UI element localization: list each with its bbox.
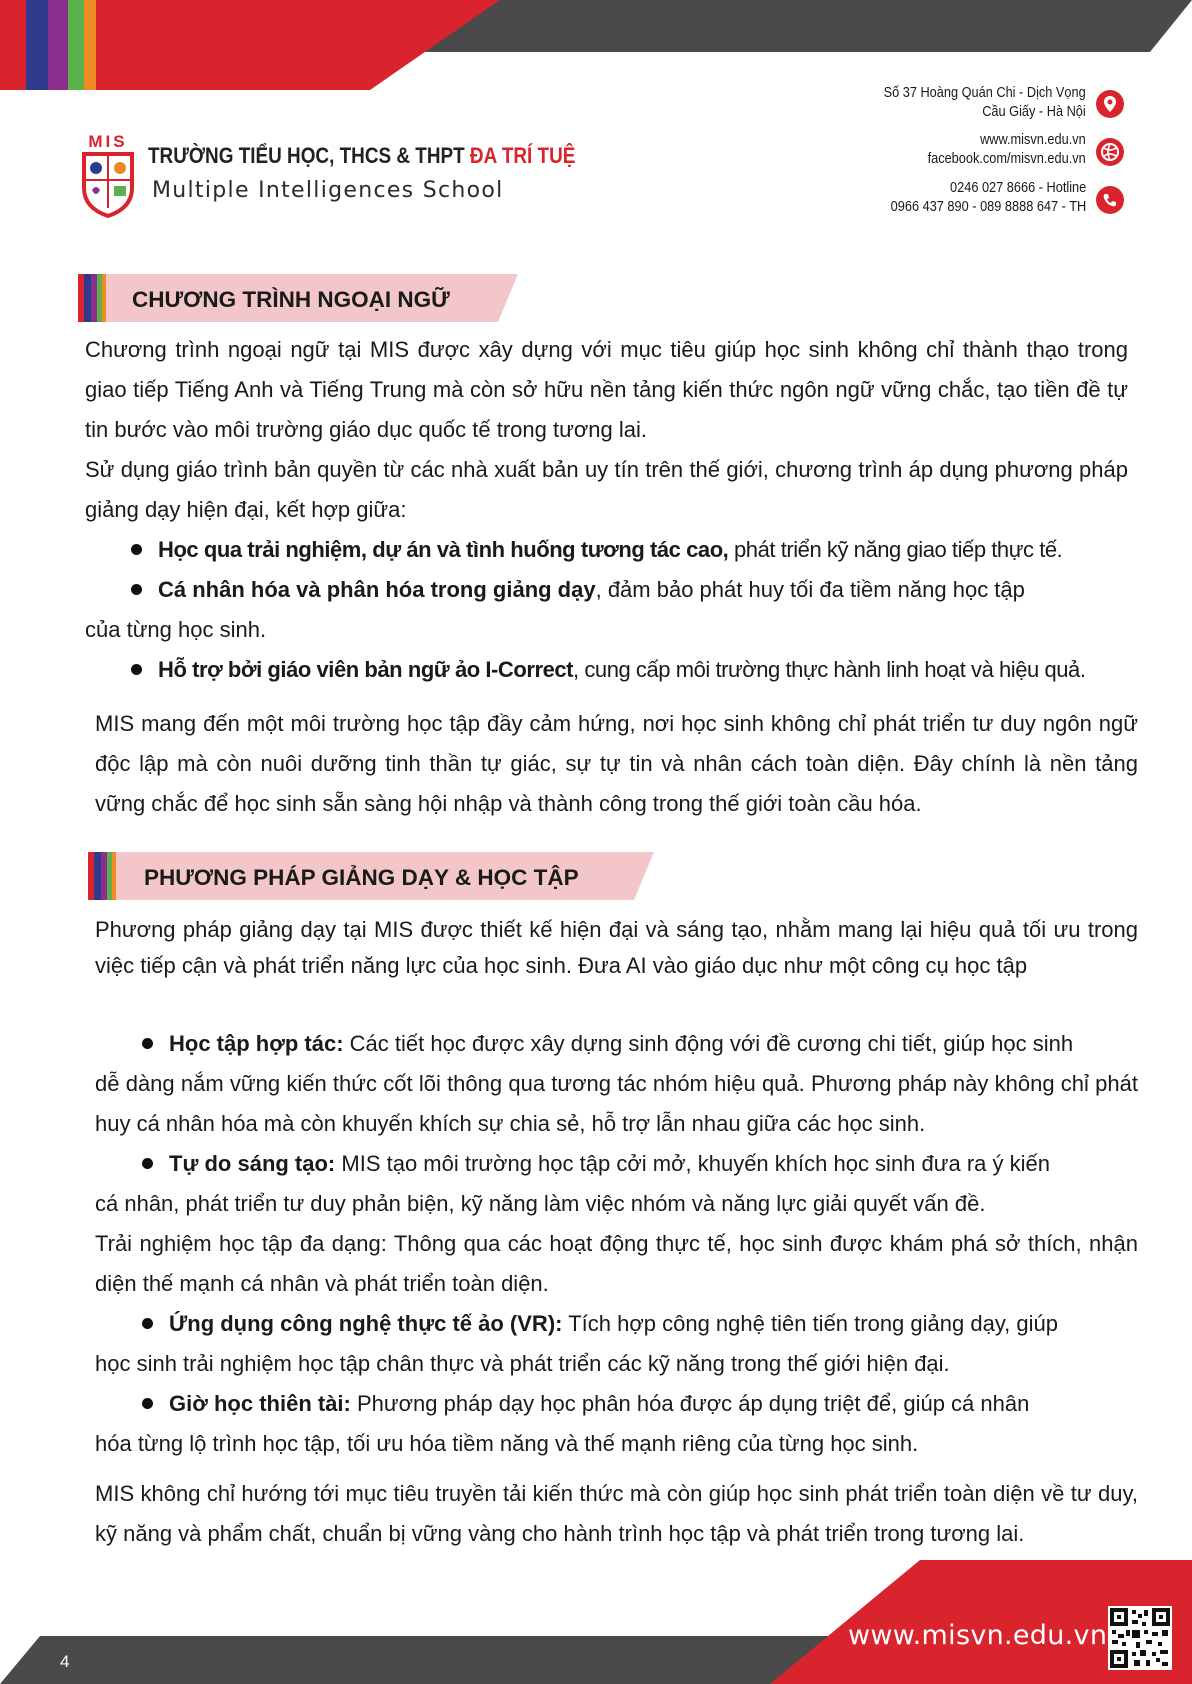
- section1-para2: Sử dụng giáo trình bản quyền từ các nhà xuất bản uy tín trên thế giới, chương trình áp dụng phương pháp giảng dạy hiện đại, kết hợp giữa:: [85, 457, 1128, 522]
- list-item: Cá nhân hóa và phân hóa trong giảng dạy, đảm bảo phát huy tối đa tiềm năng học tập: [131, 570, 1025, 610]
- list-item: Tự do sáng tạo: MIS tạo môi trường học tập cởi mở, khuyến khích học sinh đưa ra ý kiến: [142, 1144, 1050, 1184]
- section2-experience: Trải nghiệm học tập đa dạng: Thông qua các hoạt động thực tế, học sinh được khám phá sở thích, nhận diện thế mạnh cá nhân và phát triển toàn diện.: [95, 1231, 1138, 1296]
- phone-block: 0246 027 8666 - Hotline 0966 437 890 - 089 8888 647 - TH: [890, 180, 1086, 215]
- section1-intro: Chương trình ngoại ngữ tại MIS được xây dựng với mục tiêu giúp học sinh không chỉ thành thạo trong giao tiếp Tiếng Anh và Tiếng Trung mà còn sở hữu nền tảng kiến thức ngôn ngữ vững chắc, tạo tiền đề tự tin bước vào môi trường giáo dục quốc tế trong tương lai.: [85, 337, 1128, 442]
- globe-icon: [1096, 138, 1124, 166]
- list-item-continuation: học sinh trải nghiệm học tập chân thực và phát triển các kỹ năng trong thế giới hiện đại.: [95, 1351, 950, 1376]
- page-number: 4: [60, 1652, 70, 1671]
- school-name-en: Multiple Intelligences School: [152, 178, 504, 203]
- section-title: PHƯƠNG PHÁP GIẢNG DẠY & HỌC TẬP: [144, 865, 579, 890]
- list-item: Ứng dụng công nghệ thực tế ảo (VR): Tích hợp công nghệ tiên tiến trong giảng dạy, giúp: [142, 1304, 1058, 1344]
- address-block: Số 37 Hoàng Quán Chi - Dịch Vọng Cầu Giấy - Hà Nội: [883, 85, 1086, 120]
- school-name-vn: TRƯỜNG TIỂU HỌC, THCS & THPT ĐA TRÍ TUỆ: [148, 143, 576, 168]
- list-item-continuation: hóa từng lộ trình học tập, tối ưu hóa tiềm năng và thế mạnh riêng của từng học sinh.: [95, 1431, 919, 1456]
- list-item: Giờ học thiên tài: Phương pháp dạy học phân hóa được áp dụng triệt để, giúp cá nhân: [142, 1384, 1029, 1424]
- footer-website-link[interactable]: www.misvn.edu.vn: [848, 1620, 1108, 1651]
- qr-code-icon: [1108, 1606, 1172, 1670]
- section-heading-foreign-language: [78, 274, 518, 322]
- list-item: Hỗ trợ bởi giáo viên bản ngữ ảo I-Correct, cung cấp môi trường thực hành linh hoạt và hiệu quả.: [131, 650, 1086, 690]
- bullet-icon: [131, 584, 142, 595]
- section-title: CHƯƠNG TRÌNH NGOẠI NGỮ: [132, 287, 450, 312]
- bullet-icon: [131, 664, 142, 675]
- school-logo: [78, 132, 138, 222]
- list-item-continuation: cá nhân, phát triển tư duy phản biện, kỹ năng làm việc nhóm và năng lực giải quyết vấn đề.: [95, 1191, 986, 1216]
- list-item-continuation: dễ dàng nắm vững kiến thức cốt lõi thông qua tương tác nhóm hiệu quả. Phương pháp này không chỉ phát huy cá nhân hóa mà còn khuyến khích sự chia sẻ, hỗ trợ lẫn nhau giữa các học sinh.: [95, 1071, 1138, 1136]
- location-pin-icon: [1096, 90, 1124, 118]
- bullet-icon: [142, 1318, 153, 1329]
- bullet-icon: [142, 1158, 153, 1169]
- list-item: Học tập hợp tác: Các tiết học được xây dựng sinh động với đề cương chi tiết, giúp học sinh: [142, 1024, 1073, 1064]
- logo-text: MIS: [88, 132, 128, 151]
- bullet-icon: [142, 1398, 153, 1409]
- list-item: Học qua trải nghiệm, dự án và tình huống tương tác cao, phát triển kỹ năng giao tiếp thực tế.: [131, 530, 1062, 570]
- bullet-icon: [131, 544, 142, 555]
- section-heading-teaching-method: [88, 852, 654, 900]
- web-block: www.misvn.edu.vn facebook.com/misvn.edu.vn: [927, 132, 1086, 167]
- list-item-continuation: của từng học sinh.: [85, 617, 267, 642]
- section2-intro: Phương pháp giảng dạy tại MIS được thiết kế hiện đại và sáng tạo, nhằm mang lại hiệu quả tối ưu trong việc tiếp cận và phát triển năng lực của học sinh. Đưa AI vào giáo dục như một công cụ học tập: [95, 917, 1138, 978]
- phone-icon: [1096, 186, 1124, 214]
- section1-closing: MIS mang đến một môi trường học tập đầy cảm hứng, nơi học sinh không chỉ phát triển tư duy ngôn ngữ độc lập mà còn nuôi dưỡng tinh thần tự giác, sự tự tin và nhân cách toàn diện. Đây chính là nền tảng vững chắc để học sinh sẵn sàng hội nhập và thành công trong thế giới toàn cầu hóa.: [95, 711, 1138, 816]
- logo-shield-icon: [80, 150, 136, 218]
- section2-closing: MIS không chỉ hướng tới mục tiêu truyền tải kiến thức mà còn giúp học sinh phát triển toàn diện về tư duy, kỹ năng và phẩm chất, chuẩn bị vững vàng cho hành trình học tập và phát triển trong tương lai.: [95, 1481, 1138, 1546]
- bullet-icon: [142, 1038, 153, 1049]
